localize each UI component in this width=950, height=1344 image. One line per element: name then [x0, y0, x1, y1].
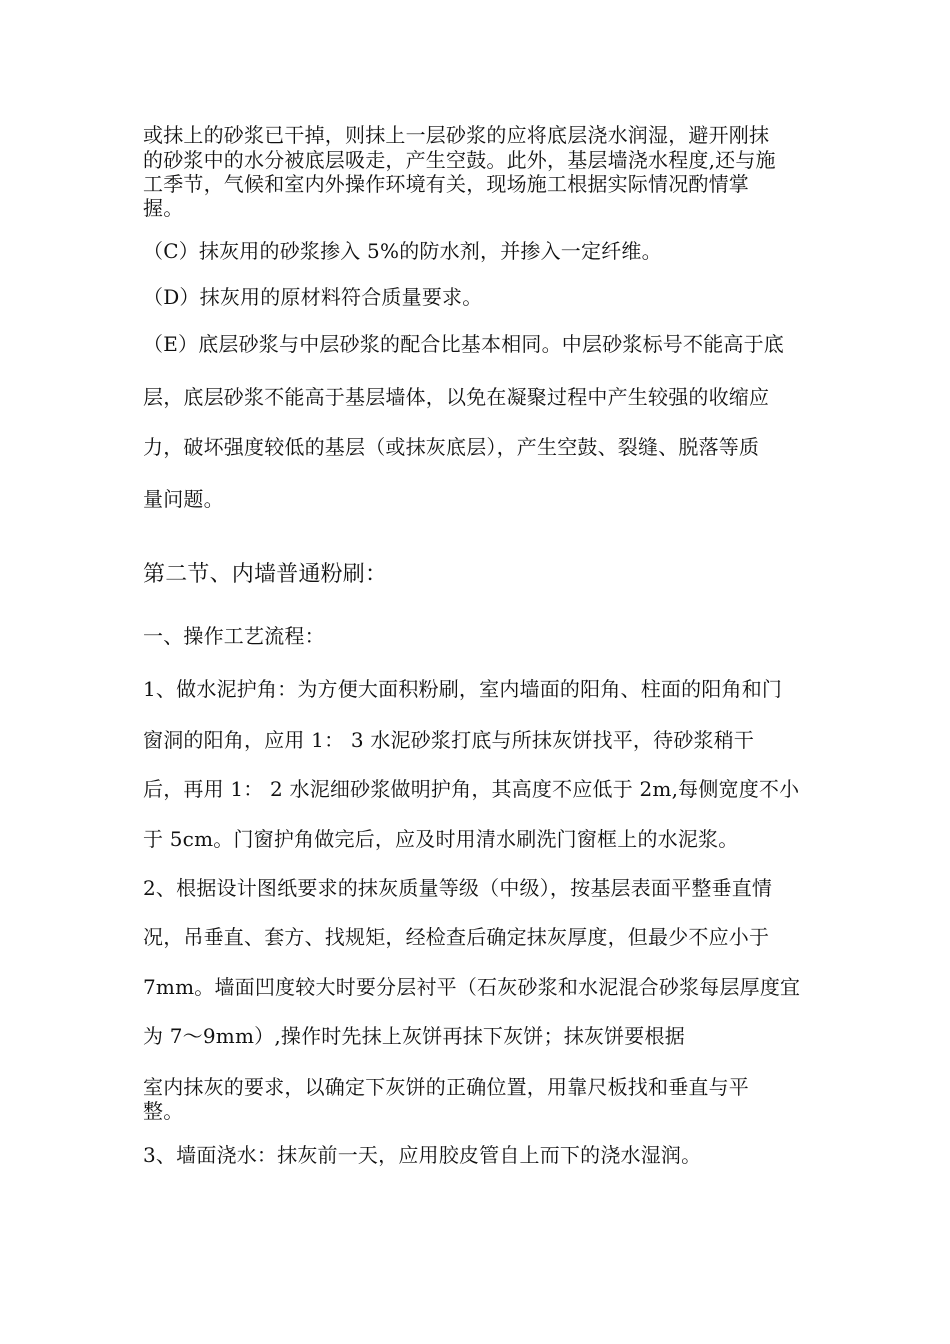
step-1-line: 后，再用 1： 2 水泥细砂浆做明护角，其高度不应低于 2m,每侧宽度不小: [143, 777, 800, 801]
list-item-e-line: 量问题。: [143, 487, 224, 511]
section-heading: 第二节、内墙普通粉刷：: [143, 562, 388, 587]
step-1-line: 于 5cm。门窗护角做完后，应及时用清水刷洗门窗框上的水泥浆。: [143, 827, 739, 851]
step-1-line: 1、做水泥护角：为方便大面积粉刷，室内墙面的阳角、柱面的阳角和门: [143, 677, 783, 701]
step-1-line: 窗洞的阳角，应用 1： 3 水泥砂浆打底与所抹灰饼找平，待砂浆稍干: [143, 728, 755, 752]
subheading: 一、操作工艺流程：: [143, 624, 325, 648]
step-2-continuation-line: 室内抹灰的要求，以确定下灰饼的正确位置，用靠尺板找和垂直与平: [143, 1075, 749, 1099]
step-2-line: 为 7～9mm）,操作时先抹上灰饼再抹下灰饼；抹灰饼要根据: [143, 1024, 685, 1048]
list-item-e-line: 力，破坏强度较低的基层（或抹灰底层），产生空鼓、裂缝、脱落等质: [143, 435, 760, 459]
list-item-e-line: 层，底层砂浆不能高于基层墙体，以免在凝聚过程中产生较强的收缩应: [143, 385, 770, 409]
paragraph-line: 工季节，气候和室内外操作环境有关，现场施工根据实际情况酌情掌: [143, 172, 749, 196]
list-item-c: （C）抹灰用的砂浆掺入 5%的防水剂，并掺入一定纤维。: [143, 239, 662, 263]
step-2-line: 7mm。墙面凹度较大时要分层衬平（石灰砂浆和水泥混合砂浆每层厚度宜: [143, 975, 801, 999]
step-3-line: 3、墙面浇水：抹灰前一天，应用胶皮管自上而下的浇水湿润。: [143, 1143, 702, 1167]
paragraph-line: 的砂浆中的水分被底层吸走，产生空鼓。此外，基层墙浇水程度,还与施: [143, 148, 776, 172]
list-item-d: （D）抹灰用的原材料符合质量要求。: [143, 285, 483, 309]
step-2-line: 2、根据设计图纸要求的抹灰质量等级（中级），按基层表面平整垂直情: [143, 876, 773, 900]
list-item-e-line: （E）底层砂浆与中层砂浆的配合比基本相同。中层砂浆标号不能高于底: [143, 332, 784, 356]
paragraph-line: 或抹上的砂浆已干掉，则抹上一层砂浆的应将底层浇水润湿，避开刚抹: [143, 123, 770, 147]
step-2-continuation-line: 整。: [143, 1099, 184, 1123]
paragraph-line: 握。: [143, 196, 184, 220]
step-2-line: 况，吊垂直、套方、找规矩，经检查后确定抹灰厚度，但最少不应小于: [143, 925, 770, 949]
